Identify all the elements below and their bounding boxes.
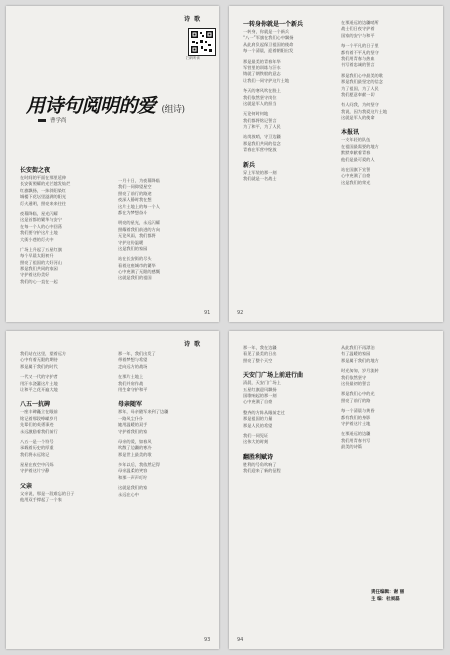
poem-line: 守护着这份美好 [20, 272, 50, 278]
poem-line: 我们就是一名战士 [243, 176, 277, 182]
poem-line: 多年以后，我依然记得 [118, 462, 160, 468]
poem-line: 那是我们最坚定的信念 [341, 79, 383, 85]
poem-line: 守护着我们的家 [118, 428, 148, 434]
stanza-gap [243, 446, 333, 450]
poem-line: 用汗水浇灌这片土地 [20, 380, 58, 386]
poem-line: 这份最初的誓言 [341, 380, 371, 386]
poem-line: 我们站在这里，望着远方 [20, 351, 67, 356]
poem-line: 看着这座城市的繁华 [118, 262, 156, 268]
poem-line: 书写着忠诚的誓言 [341, 62, 375, 68]
poem-line: 每一个平凡的日子里 [341, 43, 379, 49]
stanza-gap [341, 121, 433, 125]
poem-line: 明亮的星光，永远闪耀 [118, 220, 160, 226]
poem-line: 这是首都的繁华与安宁 [20, 217, 62, 223]
stanza-gap [243, 364, 333, 368]
left-column [20, 351, 108, 639]
poem-line: 这就是我们的祖国 [118, 275, 152, 281]
poem-line: 这就是军人的担当 [243, 100, 277, 106]
section-heading: 父亲 [20, 482, 33, 490]
poem-line: 都有我们的身影 [341, 414, 371, 420]
poem-line: 我们迎来了新的征程 [243, 468, 281, 474]
poem-line: 城楼下花坛里溢满的阳光 [20, 194, 67, 200]
poem-line: 在那遥远的边疆哨所 [341, 20, 379, 25]
poem-line: “八一”军旗在我们心中飘扬 [243, 35, 294, 41]
poem-line: 一支年轻的队伍 [341, 137, 371, 143]
stanza-gap [118, 393, 208, 397]
poem-line: 那一年，我们出发了 [118, 351, 156, 356]
poem-line: 站岗放哨，守卫边疆 [243, 134, 281, 140]
poem-line: 守护着这片土地 [341, 420, 371, 426]
poem-line: 穿上军装的那一刻 [243, 169, 277, 175]
poem-line: 这伟大的时刻 [243, 439, 269, 445]
page-92 [229, 6, 443, 322]
poem-line: 那是人民的希望 [243, 422, 273, 428]
poem-line: 这就是我们的家 [118, 485, 148, 491]
poem-line: 我们依然坚守岗位 [243, 94, 277, 100]
poem-line: 心中充满了无限的感慨 [118, 269, 160, 275]
poem-line: 清晨，天安门广场上 [243, 380, 281, 386]
poem-line: 这是我们的荣光 [341, 179, 371, 185]
right-column [118, 178, 211, 316]
section-heading: 新兵 [243, 161, 256, 169]
poem-line: 那是我们共同的信念 [243, 140, 281, 146]
left-column [243, 345, 333, 635]
poem-line: 我们都将铭记誓言 [243, 117, 277, 123]
poem-line: 在那片土地上 [118, 374, 144, 380]
poem-line: 永远在心中 [118, 491, 139, 497]
poem-line: 守护着这片宁静 [20, 468, 50, 474]
section-heading: 长安街之夜 [20, 167, 51, 174]
poem-line: 承载着历史的厚重 [20, 445, 54, 451]
poem-line: 照亮了前行的路途 [118, 190, 152, 196]
poem-line: 这就是军人的使命 [341, 115, 375, 121]
poem-line: 照亮了祖国的大好河山 [20, 259, 62, 265]
poem-line: 这片土地上的每一个人 [118, 203, 160, 209]
poem-line: 都在为梦想奋斗 [118, 209, 148, 215]
poem-line: 都有着不平凡的坚守 [341, 49, 379, 55]
poem-line: 守护这份温暖 [118, 239, 144, 245]
page-number: 92 [237, 310, 244, 316]
poem-line: 我们一同见证 [243, 432, 269, 438]
right-column [341, 20, 433, 312]
poem-line: 从此肩负起保卫祖国的使命 [243, 41, 294, 47]
poem-line: 为了祖国，为了人民 [341, 85, 379, 91]
poem-line: 这是我们的家园 [118, 245, 148, 251]
stanza-gap [20, 475, 108, 479]
poem-line: 永远激励着我们前行 [20, 428, 58, 434]
poem-line: 星星在夜空中闪烁 [20, 462, 54, 468]
stanza-gap [243, 154, 333, 158]
poem-line: 他们是最可爱的人 [341, 156, 375, 162]
poem-line: 八五一是一个符号 [20, 438, 54, 444]
page-94 [229, 331, 443, 649]
poem-line: 和那一声声叮咛 [118, 474, 148, 480]
poem-line: 长安街照耀的光芒越发灿烂 [20, 181, 71, 187]
poem-line: 为了和平，为了人民 [243, 124, 281, 130]
right-column [341, 345, 433, 575]
author-name: 曹学尚 [50, 118, 67, 124]
poem-line: 在每一个人的心中回荡 [20, 223, 62, 229]
poem-line: 先辈们的英勇事迹 [20, 422, 54, 428]
poem-line: 灯火通明，照亮来来往往 [20, 200, 67, 206]
poem-line: 整齐的方阵从眼前走过 [243, 409, 285, 415]
poem-line: 那一年，我在边疆 [243, 345, 277, 350]
poem-line: 大街小巷的灯火中 [20, 236, 54, 242]
credit-chief: 主 编：杜昶磊 [371, 597, 400, 602]
poem-line: 站在国旗下宣誓 [341, 167, 371, 173]
page-number: 91 [204, 310, 211, 316]
poem-line: 我们愿意奉献一切 [341, 91, 375, 97]
poem-line: 让我们一同守护这片土地 [243, 77, 290, 83]
author-line [38, 116, 67, 124]
poem-line: 一代又一代的守护者 [20, 374, 58, 380]
title-text: 用诗句阅明的爱 [26, 95, 156, 117]
editor-credits [371, 589, 404, 603]
poem-line: 一月十日，为夜幕降临 [118, 178, 160, 183]
poem-line: 青春在军营中绽放 [243, 147, 277, 153]
section-heading: 翻胜利赋诗 [243, 453, 274, 461]
stanza-gap [20, 393, 108, 397]
section-heading: 本报讯 [341, 129, 360, 137]
poem-line: 在时间的平面在那里延伸 [20, 175, 67, 180]
poem-line: 照耀着我们前进的方向 [118, 226, 160, 232]
poem-line: 心中充满了自豪 [243, 399, 273, 405]
poem-line: 心中充满了自豪 [341, 173, 371, 179]
right-column [118, 351, 208, 639]
author-marker [38, 119, 46, 122]
poem-line: 那是最美的青春年华 [243, 58, 281, 64]
poem-line: 国歌响起的那一刻 [243, 392, 277, 398]
poem-line: 从此我们不再漂泊 [341, 345, 375, 350]
poem-line: 胜利的号角吹响了 [243, 461, 277, 467]
poem-line: 铭记着那段峥嵘岁月 [20, 415, 58, 421]
poem-line: 我们将永远铭记 [20, 451, 50, 457]
page-93 [6, 331, 219, 649]
section-header: 诗 歌 [184, 16, 202, 23]
page-number: 93 [204, 637, 211, 643]
poem-line: 母亲温柔的笑容 [118, 468, 148, 474]
poem-line: 有了温暖的家园 [341, 351, 371, 357]
poem-line: 五星红旗迎风飘扬 [243, 386, 277, 392]
poem-line: 看见了最美的日出 [243, 351, 277, 357]
poem-line: 那是属于我们的地方 [341, 357, 379, 363]
poem-line: 军营里的训练与汗水 [243, 64, 281, 70]
poem-line: 在祖国最需要的地方 [341, 143, 379, 149]
poem-line: 父亲说，那是一段难忘的日子 [20, 490, 75, 496]
poem-line: 铸就了钢铁般的意志 [243, 71, 281, 77]
poem-line: 吹散了边疆的寒冷 [118, 445, 152, 451]
poem-line: 战士们日夜守护着 [341, 26, 375, 32]
poem-line: 我们用青春与热血 [341, 55, 375, 61]
poem-line: 那是世上最美的歌 [118, 451, 152, 457]
poem-line: 每一个清晨与黄昏 [341, 408, 375, 414]
poem-line: 我们依然坚守 [341, 374, 367, 380]
poem-line: 红旗飘扬，一抹斜阳染红 [20, 187, 67, 193]
poem-line: 一转身，你就是一个新兵 [243, 29, 290, 34]
poem-line: 无论风雨，我们都将 [118, 233, 156, 239]
poem-line: 那年，母亲随军来到了边疆 [118, 409, 169, 415]
poem-line: 每一个清晨，迎着朝阳出发 [243, 48, 294, 54]
poem-line: 冬天的寒风吹在脸上 [243, 88, 281, 94]
page-91 [6, 6, 219, 322]
section-heading: 八五一抗碑 [20, 401, 51, 409]
poem-line: 那是我们共同的家园 [20, 266, 58, 272]
poem-line: 每个早晨太阳初升 [20, 253, 54, 259]
credit-editor: 责任编辑：谢 丽 [371, 590, 405, 595]
section-heading: 母亲随军 [118, 401, 143, 409]
poem-line: 国家的安宁与和平 [341, 32, 375, 38]
poem-line: 在那遥远的边疆 [341, 431, 371, 437]
poem-line: 一路风尘仆仆 [118, 415, 144, 421]
poem-line: 让和平之花开遍大地 [20, 386, 58, 392]
section-heading: 一转身你就是一个新兵 [243, 21, 304, 28]
title-subtitle: (组诗) [161, 105, 185, 115]
poem-line: 我们一同仰望星空 [118, 184, 152, 190]
poem-line: 最美的诗篇 [341, 444, 362, 450]
poem-line: 照亮了前行的路 [341, 397, 371, 403]
poem-line: 我们并肩作战 [118, 380, 144, 386]
left-column [20, 166, 108, 316]
poem-line: 带着梦想与希望 [118, 357, 148, 363]
poem-line: 夜深人静时我在想 [118, 197, 152, 203]
poem-line: 我们用青春书写 [341, 437, 371, 443]
poem-line: 默默奉献着青春 [341, 150, 371, 156]
page-number: 94 [237, 637, 244, 643]
poem-line: 夜幕降临，星光闪耀 [20, 210, 58, 216]
section-header: 诗 歌 [184, 341, 202, 348]
left-column [243, 20, 333, 312]
poem-line: 我们要守护这片土地 [20, 230, 58, 236]
poem-line: 广场上升起了五星红旗 [20, 246, 62, 252]
section-heading: 天安门广场上前进行曲 [243, 372, 304, 380]
poem-title [26, 91, 185, 118]
poem-line: 那是我们心中的光 [341, 391, 375, 397]
poem-line: 我们的心一直在一起 [20, 278, 58, 284]
poem-line: 母亲的爱，如春风 [118, 438, 152, 444]
qr-code-icon [188, 28, 216, 56]
poem-line: 照亮了整个天空 [243, 357, 273, 363]
poem-line: 无论何时何地 [243, 111, 269, 117]
poem-line: 她用温暖的双手 [118, 422, 148, 428]
poem-line: 那是我们心中最美的歌 [341, 72, 383, 78]
poem-line: 走向远方的战场 [118, 363, 148, 369]
poem-line: 那是属于我们的时代 [20, 363, 58, 369]
poem-line: 那是祖国的力量 [243, 416, 273, 422]
poem-line: 站在长安街的尽头 [118, 256, 152, 262]
poem-line: 他用双手撑起了一个家 [20, 497, 62, 503]
poem-line: 时光匆匆，岁月流转 [341, 368, 379, 374]
poem-line: 心中有着无限的期待 [20, 357, 58, 363]
poem-line: 我说，因为我爱这片土地 [341, 108, 388, 114]
poem-line: 用生命守护和平 [118, 386, 148, 392]
poem-line: 有人问我，为何坚守 [341, 102, 379, 108]
qr-caption: 扫码听读 [186, 56, 200, 60]
poem-line: 一座丰碑矗立在眼前 [20, 409, 58, 415]
